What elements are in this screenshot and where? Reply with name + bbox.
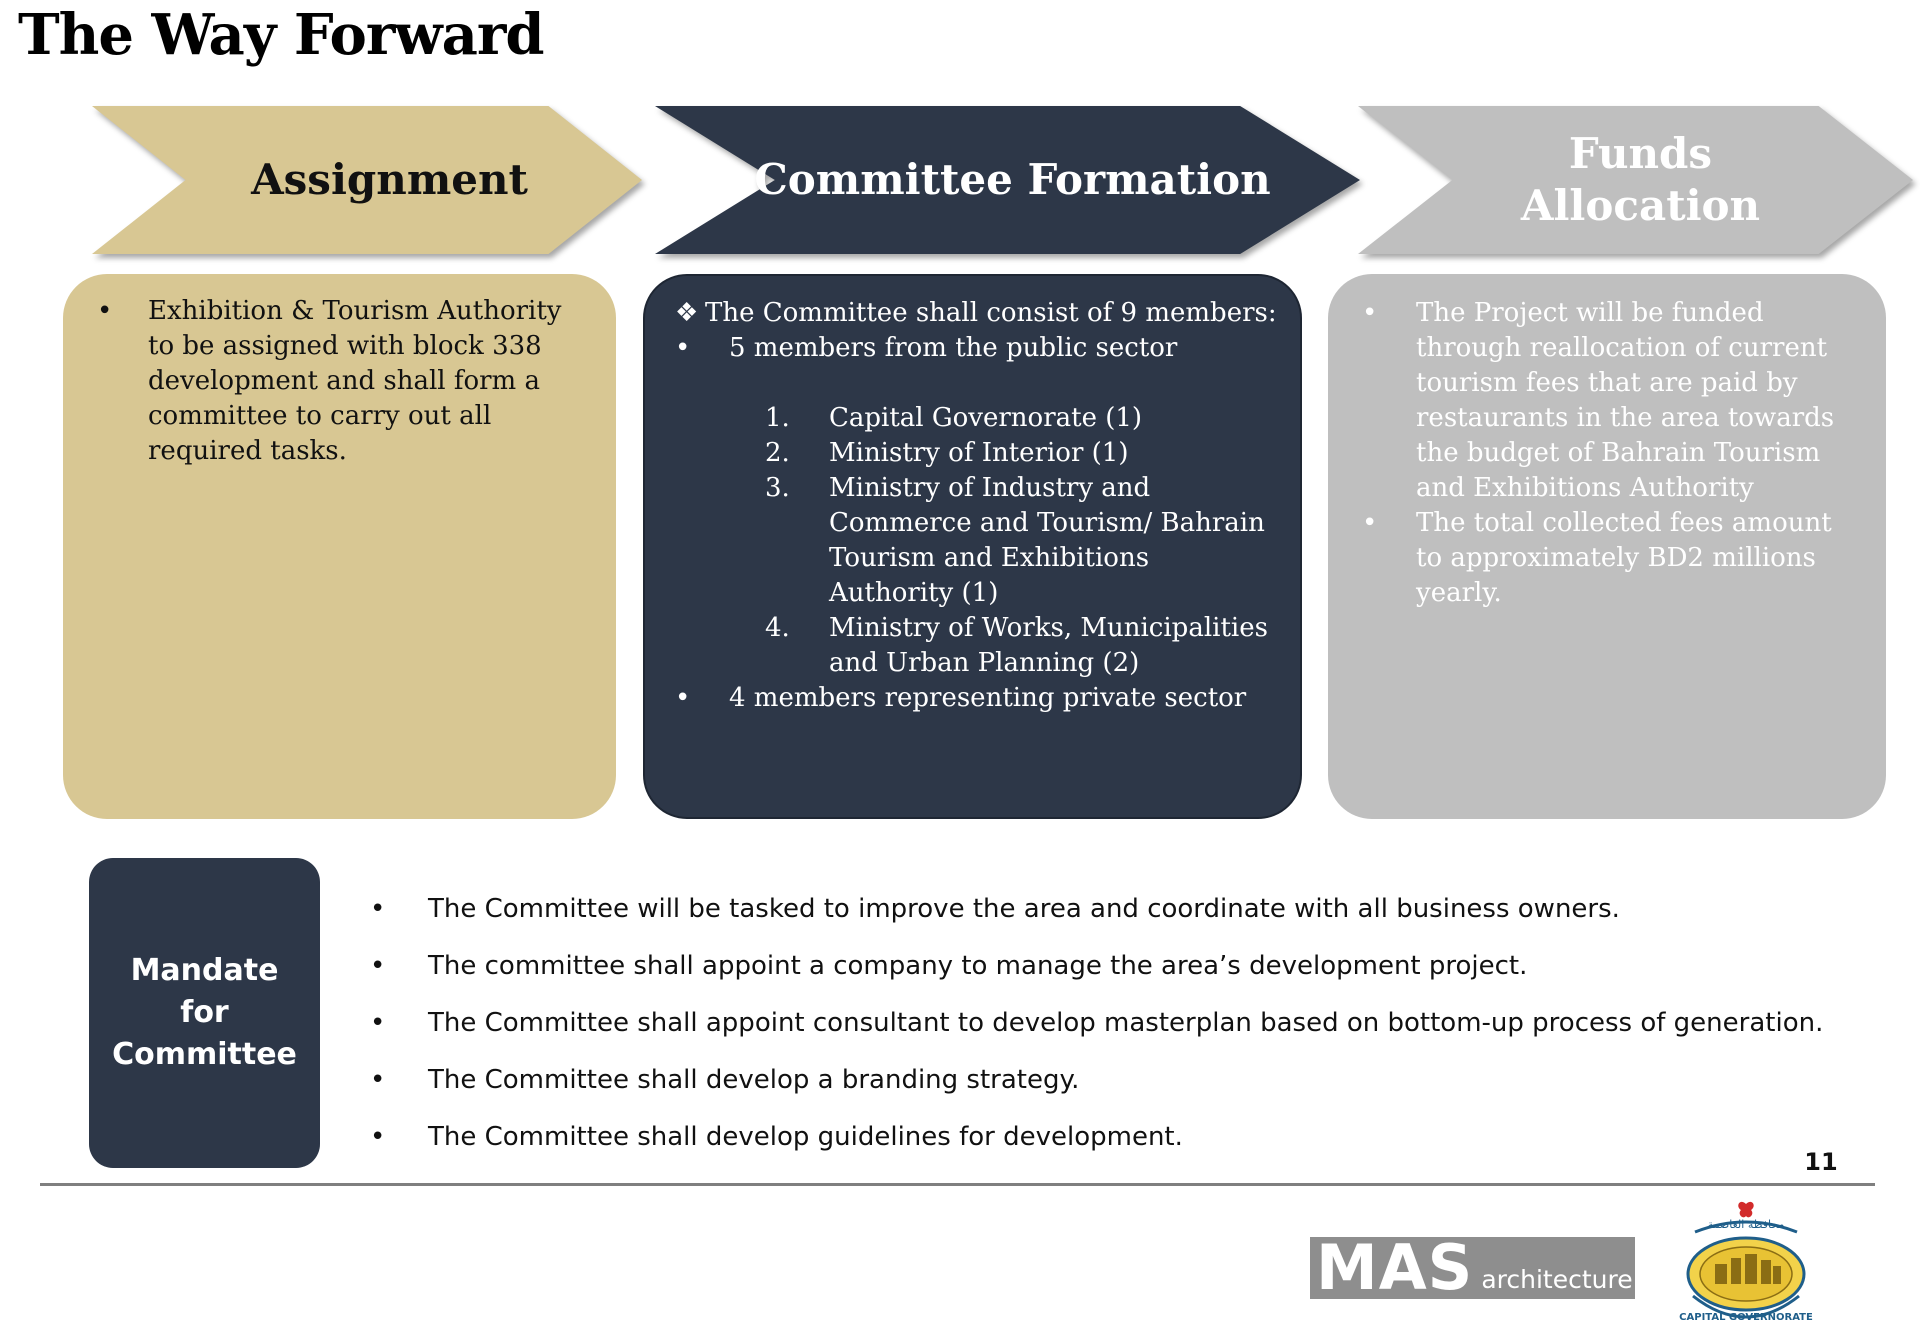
footer-divider	[40, 1183, 1875, 1186]
step-label: Funds Allocation	[1520, 128, 1761, 230]
member-item	[765, 611, 1280, 681]
mandate-item-text: The Committee shall develop guidelines for development.	[428, 1121, 1183, 1152]
bullet-text: The Project will be funded through reallocation of current tourism fees that are paid by restaurants in the area towards the budget of Bahrain Tourism and Exhibitions Authority	[1416, 298, 1835, 503]
page-number: 11	[1804, 1148, 1838, 1176]
bullet-icon	[1358, 296, 1416, 331]
bullet-icon	[370, 1065, 428, 1095]
bullet-icon	[675, 681, 729, 716]
mas-logo-subtext: architecture	[1481, 1264, 1633, 1294]
mandate-item-text: The Committee shall develop a branding strategy.	[428, 1064, 1080, 1095]
mas-logo-text: MAS	[1316, 1237, 1474, 1299]
step-label: Committee Formation	[754, 154, 1271, 204]
private-sector-text: 4 members representing private sector	[729, 683, 1247, 713]
step-committee-formation	[655, 106, 1360, 254]
bullet-text: Exhibition & Tourism Authority to be assigned with block 338 development and shall form a committee to carry out all required tasks.	[148, 296, 562, 466]
seal-english-text: CAPITAL GOVERNORATE	[1679, 1312, 1813, 1323]
mandate-list	[370, 880, 1870, 1165]
mandate-item-text: The Committee will be tasked to improve the area and coordinate with all business owners.	[428, 893, 1620, 924]
diamond-bullet-icon: ❖	[675, 298, 699, 328]
list-item	[1358, 296, 1856, 506]
member-number: 4.	[765, 613, 790, 643]
funds-panel	[1328, 274, 1886, 819]
bullet-icon	[675, 331, 729, 366]
step-label: Assignment	[251, 154, 528, 204]
member-number: 1.	[765, 403, 790, 433]
mas-architecture-logo	[1310, 1237, 1635, 1299]
member-number: 3.	[765, 473, 790, 503]
member-text: Ministry of Interior (1)	[829, 438, 1129, 468]
member-text: Capital Governorate (1)	[829, 403, 1143, 433]
mandate-label: Mandate for Committee	[112, 953, 297, 1072]
step-funds-allocation	[1358, 106, 1913, 254]
bullet-icon	[370, 951, 428, 981]
step-assignment	[92, 106, 642, 254]
member-item	[765, 436, 1280, 471]
public-sector-text: 5 members from the public sector	[729, 333, 1178, 363]
list-item	[675, 296, 1280, 331]
member-text: Ministry of Industry and Commerce and Tourism/ Bahrain Tourism and Exhibitions Authority (1)	[829, 473, 1265, 608]
list-item	[370, 937, 1870, 994]
list-item	[370, 1051, 1870, 1108]
page-title: The Way Forward	[18, 2, 544, 68]
member-text: Ministry of Works, Municipalities and Urban Planning (2)	[829, 613, 1268, 678]
member-item	[765, 471, 1280, 611]
bullet-icon	[370, 1008, 428, 1038]
list-item	[93, 294, 586, 469]
committee-intro: The Committee shall consist of 9 members:	[705, 298, 1277, 328]
bullet-text: The total collected fees amount to approximately BD2 millions yearly.	[1416, 508, 1832, 608]
mandate-item-text: The committee shall appoint a company to manage the area’s development project.	[428, 950, 1528, 981]
bullet-icon	[370, 894, 428, 924]
seal-arabic-text: محافظة العاصمة	[1707, 1218, 1785, 1231]
list-item	[370, 994, 1870, 1051]
member-number: 2.	[765, 438, 790, 468]
member-item	[765, 401, 1280, 436]
bullet-icon	[370, 1122, 428, 1152]
mandate-item-text: The Committee shall appoint consultant to develop masterplan based on bottom-up process of generation.	[428, 1007, 1824, 1038]
bullet-icon	[93, 294, 148, 329]
list-item	[1358, 506, 1856, 611]
list-item	[675, 681, 1280, 716]
bullet-icon	[1358, 506, 1416, 541]
list-item	[370, 880, 1870, 937]
capital-governorate-seal-icon	[1665, 1196, 1827, 1326]
assignment-panel	[63, 274, 616, 819]
mandate-label-box	[89, 858, 320, 1168]
committee-panel	[643, 274, 1302, 819]
list-item	[370, 1108, 1870, 1165]
list-item	[675, 331, 1280, 366]
